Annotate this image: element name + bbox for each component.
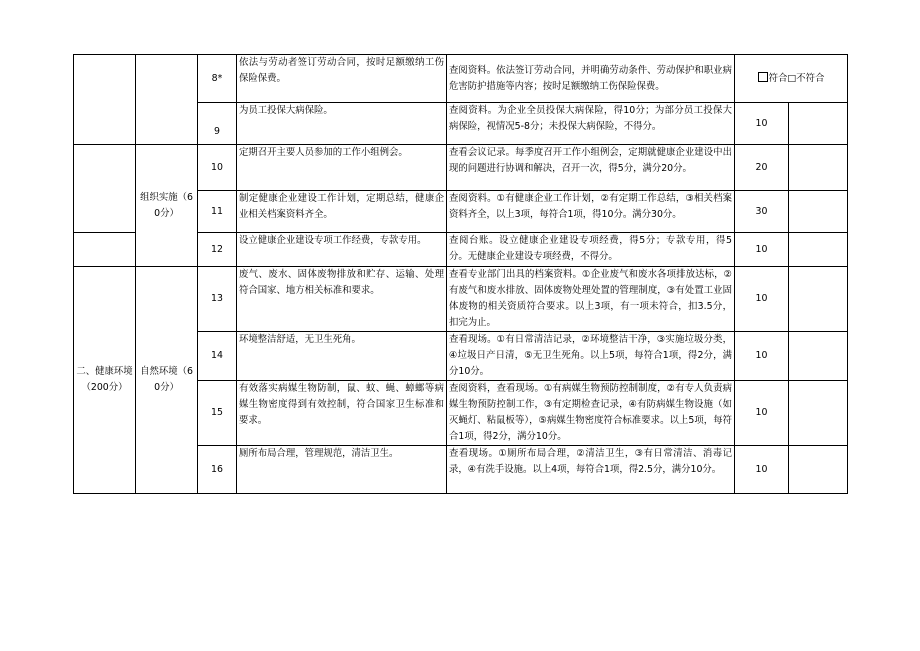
item-method: 查看会议记录。每季度召开工作小组例会，定期就健康企业建设中出现的问题进行协调和解决，召开一次，得5分，满分20分。: [447, 145, 735, 191]
item-number: 11: [198, 191, 237, 233]
item-number: 9: [198, 103, 237, 145]
self-score-cell[interactable]: [789, 191, 848, 233]
item-content: 厕所布局合理，管理规范，清洁卫生。: [237, 446, 447, 494]
self-score-cell[interactable]: [789, 381, 848, 446]
self-score-cell[interactable]: [789, 103, 848, 145]
item-content: 设立健康企业建设专项工作经费，专款专用。: [237, 233, 447, 267]
self-score-cell[interactable]: [789, 332, 848, 381]
item-number: 10: [198, 145, 237, 191]
item-score: 10: [735, 381, 789, 446]
item-method: 查阅台账。设立健康企业建设专项经费，得5分；专款专用，得5分。无健康企业建设专项经费，不得分。: [447, 233, 735, 267]
item-number: 14: [198, 332, 237, 381]
self-score-cell[interactable]: [789, 233, 848, 267]
table-row: [74, 267, 848, 332]
item-content: 依法与劳动者签订劳动合同，按时足额缴纳工伤保险保费。: [237, 55, 447, 103]
item-method: 查阅资料，查看现场。①有病媒生物预防控制制度，②有专人负责病媒生物预防控制工作，③有定期检查记录，④有防病媒生物设施（如灭蝇灯、粘鼠板等），⑤病媒生物密度符合标准要求。以上5项，每符合1项，得2分，满分10分。: [447, 381, 735, 446]
group-label: 组织实施（60分）: [136, 145, 198, 267]
item-score: 10: [735, 332, 789, 381]
compliance-options: 符合□不符合: [768, 72, 825, 84]
item-number: 16: [198, 446, 237, 494]
item-score: 10: [735, 233, 789, 267]
item-number: 12: [198, 233, 237, 267]
section-cell-blank: [74, 233, 136, 267]
item-score: 10: [735, 103, 789, 145]
group-label: 自然环境（60分）: [136, 267, 198, 494]
item-content: 制定健康企业建设工作计划，定期总结，健康企业相关档案资料齐全。: [237, 191, 447, 233]
item-method: 查看现场。①有日常清洁记录，②环境整洁干净，③实施垃圾分类，④垃圾日产日清，⑤无卫生死角。以上5项，每符合1项，得2分，满分10分。: [447, 332, 735, 381]
item-number: 13: [198, 267, 237, 332]
item-score: 20: [735, 145, 789, 191]
group-cell-blank: [136, 55, 198, 145]
item-method: 查看现场。①厕所布局合理，②清洁卫生，③有日常清洁、消毒记录，④有洗手设施。以上4项，每符合1项，得2.5分，满分10分。: [447, 446, 735, 494]
compliance-checkbox[interactable]: [735, 55, 848, 103]
item-score: 10: [735, 446, 789, 494]
item-content: 废气、废水、固体废物排放和贮存、运输、处理符合国家、地方相关标准和要求。: [237, 267, 447, 332]
table-row: [74, 55, 848, 103]
item-method: 查看专业部门出具的档案资料。①企业废气和废水各项排放达标，②有废气和废水排放、固体废物处理处置的管理制度，③有处置工业固体废物的相关资质符合要求。以上3项，有一项未符合，扣3.5分，扣完为止。: [447, 267, 735, 332]
item-number: 8*: [198, 55, 237, 103]
item-score: 30: [735, 191, 789, 233]
item-content: 定期召开主要人员参加的工作小组例会。: [237, 145, 447, 191]
item-score: 10: [735, 267, 789, 332]
section-cell-blank: [74, 55, 136, 145]
table-row: [74, 145, 848, 191]
self-score-cell[interactable]: [789, 145, 848, 191]
item-number: 15: [198, 381, 237, 446]
self-score-cell[interactable]: [789, 267, 848, 332]
item-method: 查阅资料。①有健康企业工作计划，②有定期工作总结，③相关档案资料齐全，以上3项，每符合1项，得10分。满分30分。: [447, 191, 735, 233]
item-content: 环境整洁舒适，无卫生死角。: [237, 332, 447, 381]
item-content: 有效落实病媒生物防制，鼠、蚊、蝇、蟑螂等病媒生物密度得到有效控制，符合国家卫生标准和要求。: [237, 381, 447, 446]
section-cell-blank: [74, 145, 136, 233]
item-method: 查阅资料。依法签订劳动合同，并明确劳动条件、劳动保护和职业病危害防护措施等内容；按时足额缴纳工伤保险保费。: [447, 55, 735, 103]
item-method: 查阅资料。为企业全员投保大病保险，得10分；为部分员工投保大病保险，视情况5-8分；未投保大病保险，不得分。: [447, 103, 735, 145]
section-label: 二、健康环境（200分）: [74, 267, 136, 494]
item-content: 为员工投保大病保险。: [237, 103, 447, 145]
self-score-cell[interactable]: [789, 446, 848, 494]
scoring-table: [73, 54, 848, 494]
checkbox-icon: [758, 72, 768, 82]
